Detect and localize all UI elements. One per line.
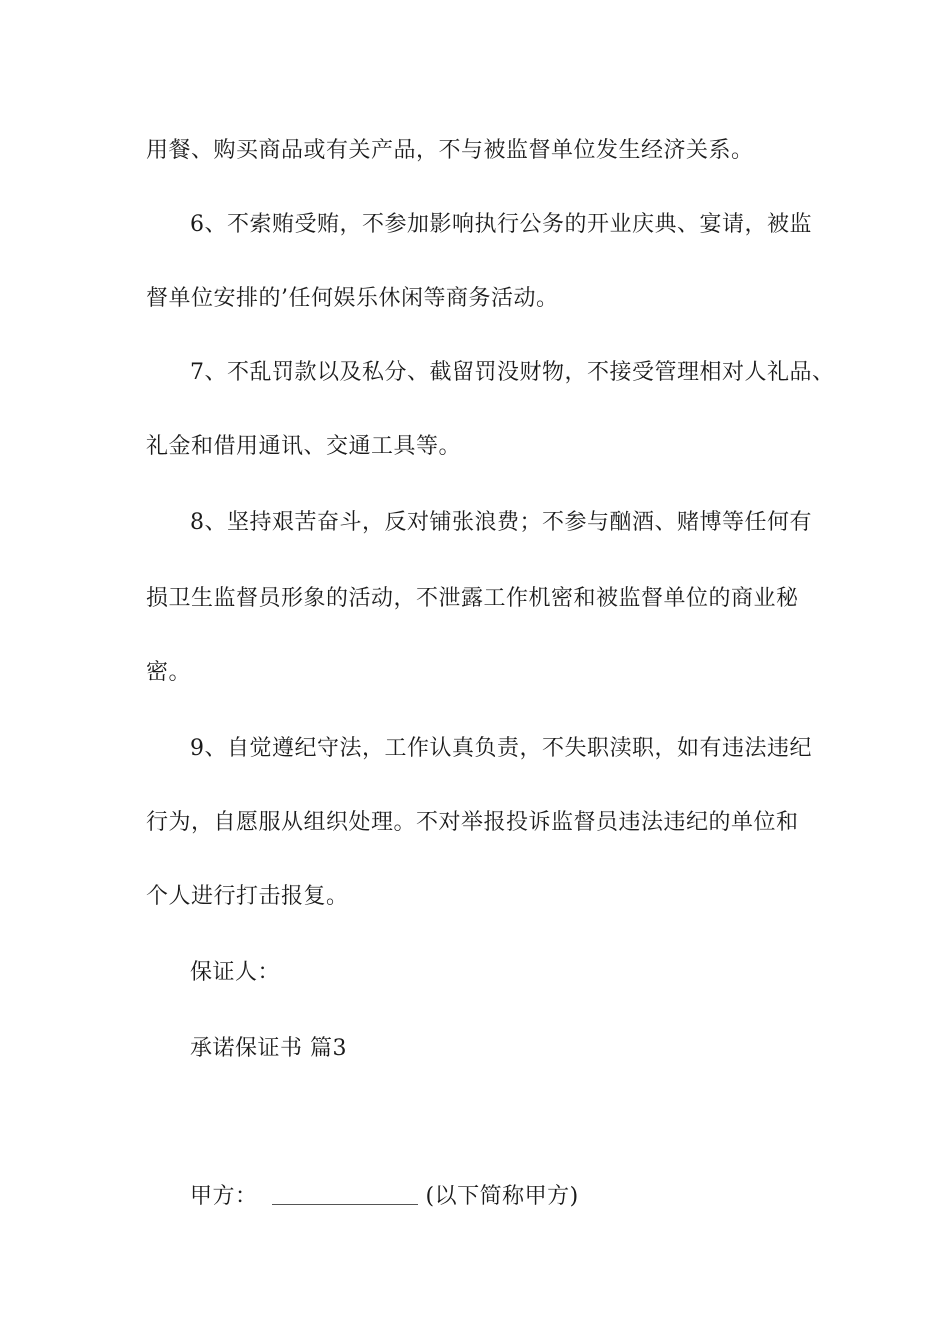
party-a-blank-field[interactable] [272, 1184, 418, 1205]
guarantor-label: 保证人： [190, 960, 281, 985]
party-a-label: 甲方： [190, 1184, 258, 1209]
paragraph-line: 密。 [146, 660, 192, 685]
paragraph-line: 8、坚持艰苦奋斗，反对铺张浪费；不参与酗酒、赌博等任何有 [190, 510, 812, 535]
party-a-suffix: (以下简称甲方) [425, 1184, 579, 1209]
paragraph-line: 6、不索贿受贿，不参加影响执行公务的开业庆典、宴请，被监 [190, 212, 812, 237]
party-a-line [190, 1182, 579, 1212]
section-title: 承诺保证书 篇3 [190, 1036, 347, 1061]
paragraph-line: 9、自觉遵纪守法，工作认真负责，不失职渎职，如有违法违纪 [190, 736, 812, 761]
paragraph-line: 损卫生监督员形象的活动，不泄露工作机密和被监督单位的商业秘 [146, 586, 799, 611]
paragraph-line: 7、不乱罚款以及私分、截留罚没财物，不接受管理相对人礼品、 [190, 360, 835, 385]
paragraph-line: 用餐、购买商品或有关产品，不与被监督单位发生经济关系。 [146, 138, 754, 163]
paragraph-line: 行为，自愿服从组织处理。不对举报投诉监督员违法违纪的单位和 [146, 810, 799, 835]
paragraph-line: 礼金和借用通讯、交通工具等。 [146, 434, 462, 459]
paragraph-line: 督单位安排的’任何娱乐休闲等商务活动。 [146, 286, 559, 311]
paragraph-line: 个人进行打击报复。 [146, 884, 349, 909]
